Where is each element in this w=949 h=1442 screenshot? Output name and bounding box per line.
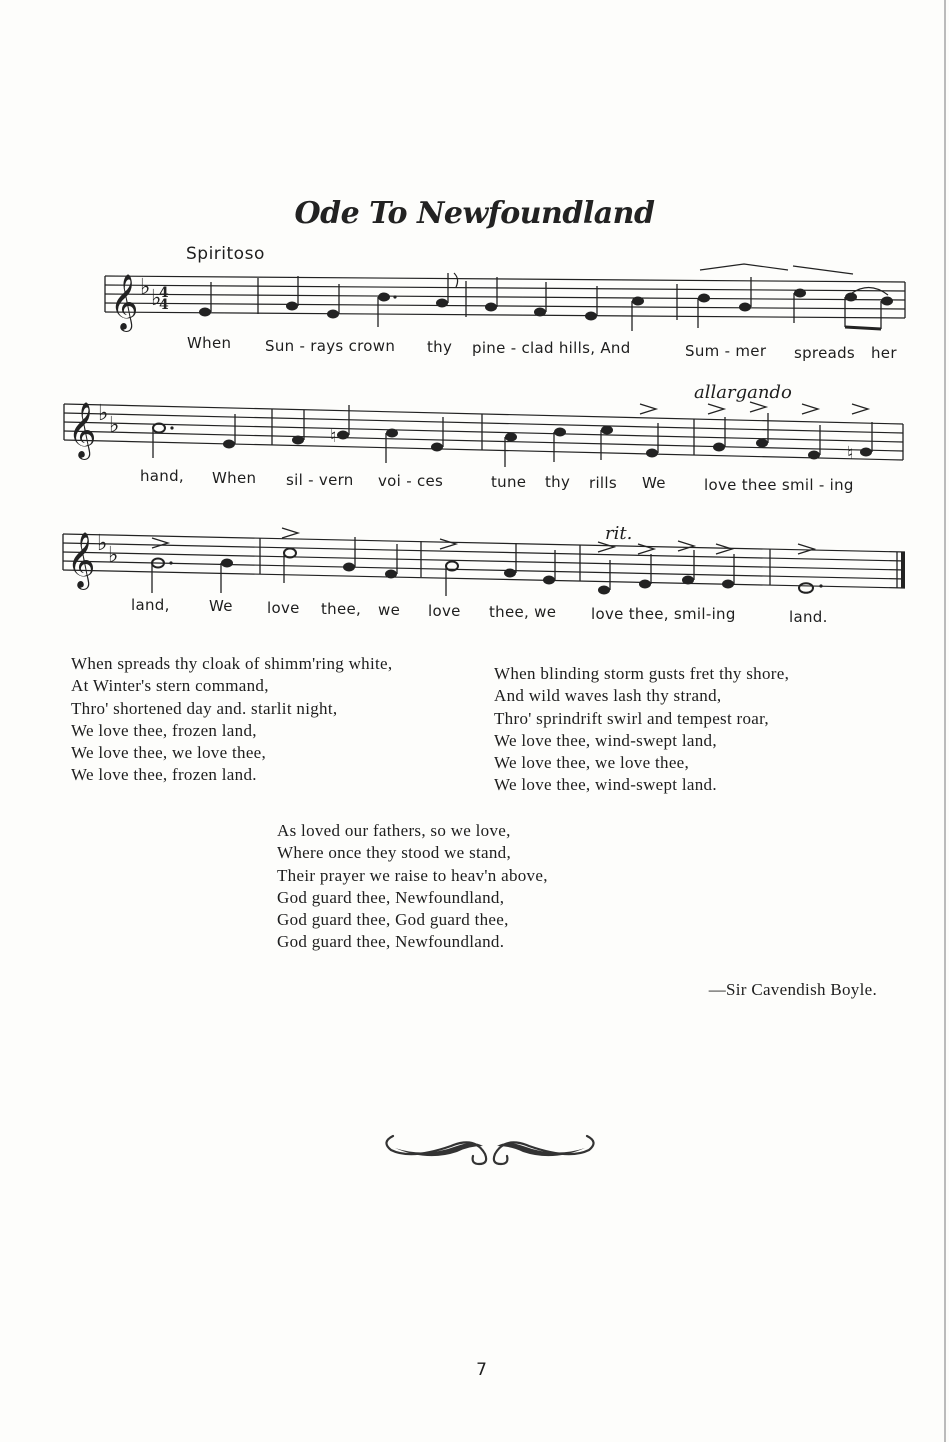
- lyric-word: When: [187, 334, 232, 352]
- lyric-word: tune: [491, 473, 527, 491]
- lyric-word: rills: [589, 474, 617, 492]
- verse-two: [71, 653, 392, 787]
- svg-text:♭: ♭: [98, 401, 109, 426]
- verse-line: At Winter's stern command,: [71, 676, 269, 696]
- lyric-word: sil - vern: [286, 471, 354, 489]
- verse-line: God guard thee, Newfoundland,: [277, 887, 505, 907]
- lyric-word: love: [428, 602, 461, 620]
- verse-line: As loved our fathers, so we love,: [277, 821, 511, 840]
- verse-line: When spreads thy cloak of shimm'ring white,: [71, 654, 393, 673]
- lyric-word: spreads: [794, 344, 856, 362]
- lyric-word: thy: [545, 473, 571, 491]
- verse-line: Thro' sprindrift swirl and tempest roar,: [494, 708, 769, 728]
- svg-text:𝄞: 𝄞: [67, 532, 96, 588]
- tempo-marking: Spiritoso: [186, 244, 265, 264]
- verse-line: We love thee, wind-swept land.: [494, 775, 717, 795]
- lyric-word: thee, we: [489, 603, 557, 621]
- verse-line: We love thee, wind-swept land,: [494, 730, 717, 750]
- lyric-word: We: [642, 474, 666, 492]
- page-number: 7: [476, 1360, 487, 1380]
- verse-line: Thro' shortened day and. starlit night,: [71, 698, 338, 718]
- verse-line: Where once they stood we stand,: [277, 843, 512, 863]
- verse-line: We love thee, we love thee,: [494, 753, 690, 773]
- svg-text:𝄞: 𝄞: [68, 402, 97, 458]
- allargando-marking: allargando: [694, 382, 792, 403]
- lyric-word: hand,: [140, 467, 184, 485]
- lyric-word: thy: [427, 338, 453, 356]
- svg-text:♭: ♭: [97, 531, 108, 556]
- music-score: [0, 0, 949, 640]
- lyric-word: land.: [789, 608, 828, 626]
- lyric-word: we: [378, 601, 401, 619]
- song-title: Ode To Newfoundland: [294, 196, 655, 231]
- svg-text:♮: ♮: [330, 426, 337, 447]
- verse-line: God guard thee, Newfoundland.: [277, 932, 505, 952]
- lyric-word: her: [871, 344, 897, 362]
- svg-text:𝄞: 𝄞: [110, 274, 139, 330]
- lyric-word: land,: [131, 596, 170, 614]
- verse-three: [494, 663, 789, 797]
- rit-marking: rit.: [605, 523, 633, 544]
- lyric-word: thee,: [321, 600, 362, 618]
- lyric-word: voi - ces: [378, 472, 444, 490]
- lyric-word: Sum - mer: [685, 342, 767, 360]
- lyric-word: We: [209, 597, 233, 615]
- svg-text:4: 4: [159, 297, 169, 313]
- verse-line: Their prayer we raise to heav'n above,: [277, 865, 548, 885]
- lyric-word: love: [267, 599, 300, 617]
- author-credit: —Sir Cavendish Boyle.: [708, 980, 877, 999]
- verse-line: We love thee, frozen land,: [71, 720, 257, 740]
- scroll-ornament-icon: [375, 1126, 605, 1170]
- lyric-word: Sun - rays crown: [265, 337, 396, 355]
- verse-line: God guard thee, God guard thee,: [277, 910, 509, 930]
- verse-line: When blinding storm gusts fret thy shore,: [494, 664, 790, 683]
- lyric-word: love thee smil - ing: [704, 476, 854, 494]
- svg-text:♭: ♭: [108, 543, 119, 568]
- svg-text:♭: ♭: [140, 275, 151, 300]
- verse-line: We love thee, we love thee,: [71, 743, 267, 763]
- lyric-word: pine - clad hills, And: [472, 339, 631, 357]
- svg-text:♭: ♭: [109, 413, 120, 438]
- svg-text:♮: ♮: [847, 443, 854, 464]
- svg-text:♭: ♭: [151, 286, 162, 311]
- svg-text:4: 4: [159, 285, 169, 301]
- verse-line: We love thee, frozen land.: [71, 765, 257, 785]
- verse-four: [277, 820, 548, 954]
- lyric-word: love thee, smil-ing: [591, 605, 736, 623]
- lyric-word: When: [212, 469, 257, 487]
- verse-line: And wild waves lash thy strand,: [494, 686, 722, 706]
